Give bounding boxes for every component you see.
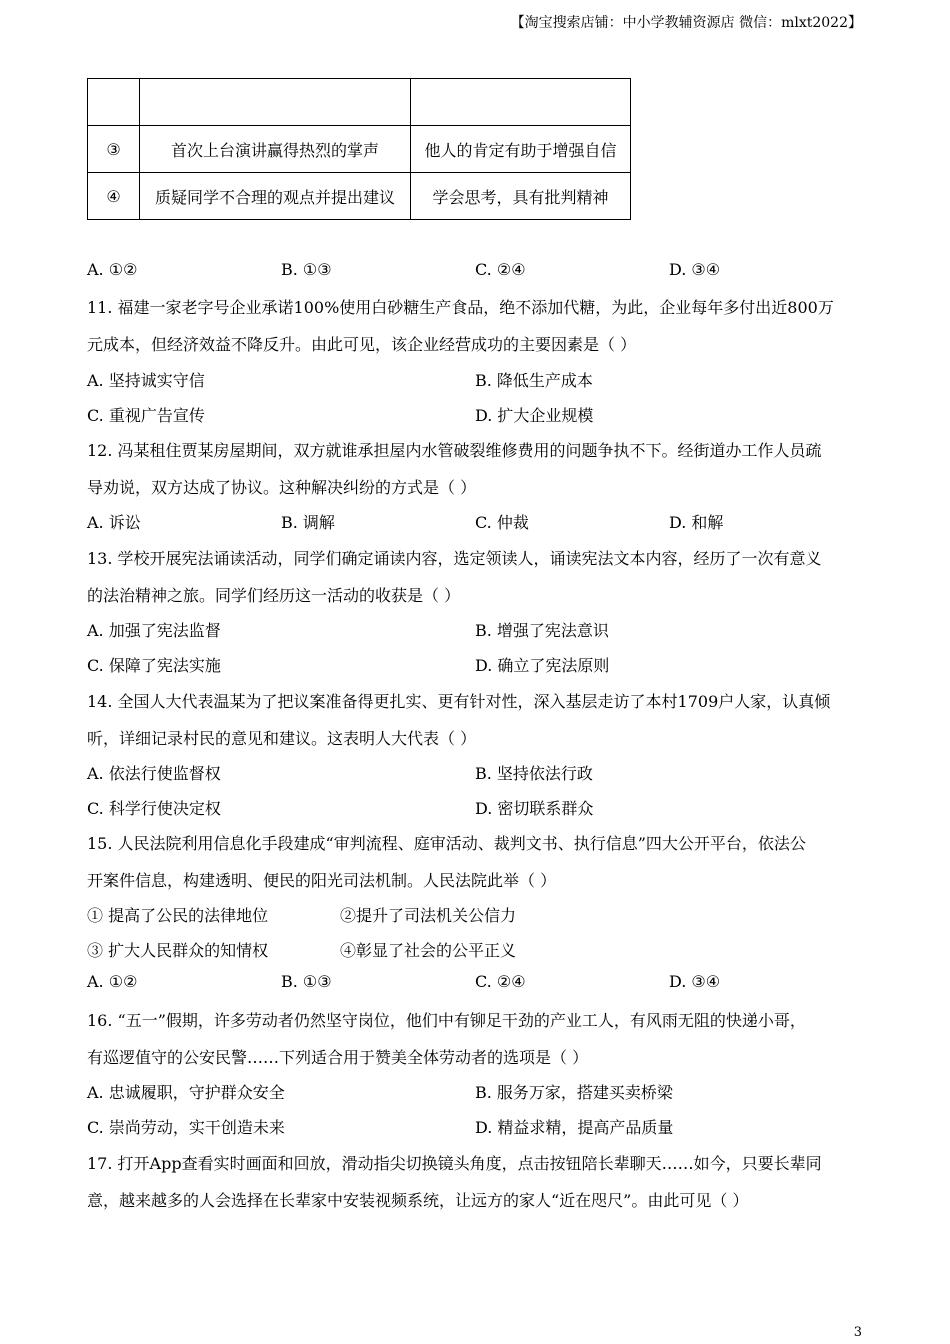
q12-option-c: C. 仲裁 <box>475 513 529 532</box>
q16-option-a: A. 忠诚履职，守护群众安全 <box>87 1083 285 1102</box>
table-cell: 质疑同学不合理的观点并提出建议 <box>140 173 411 220</box>
q17-stem-line2: 意，越来越多的人会选择在长辈家中安装视频系统，让远方的家人“近在咫尺”。由此可见（ ） <box>87 1191 749 1210</box>
q12-stem-line2: 导劝说，双方达成了协议。这种解决纠纷的方式是（ ） <box>87 478 477 497</box>
table-cell: ③ <box>88 126 140 173</box>
q13-stem-line2: 的法治精神之旅。同学们经历这一活动的收获是（ ） <box>87 586 461 605</box>
table-row <box>88 79 631 126</box>
table-cell <box>411 79 631 126</box>
q15-option-a: A. ①② <box>87 972 138 991</box>
table-cell: 学会思考，具有批判精神 <box>411 173 631 220</box>
table-row <box>88 173 631 220</box>
q12-option-b: B. 调解 <box>281 513 335 532</box>
q11-stem-line2: 元成本，但经济效益不降反升。由此可见，该企业经营成功的主要因素是（ ） <box>87 335 637 354</box>
q10-option-a: A. ①② <box>87 260 138 279</box>
q15-stem-line2: 开案件信息，构建透明、便民的阳光司法机制。人民法院此举（ ） <box>87 871 557 890</box>
q10-option-d: D. ③④ <box>669 260 721 279</box>
q13-option-a: A. 加强了宪法监督 <box>87 621 221 640</box>
q15-option-b: B. ①③ <box>281 972 332 991</box>
q16-stem-line2: 有巡逻值守的公安民警……下列适合用于赞美全体劳动者的选项是（ ） <box>87 1048 589 1067</box>
table-cell: ④ <box>88 173 140 220</box>
q13-option-c: C. 保障了宪法实施 <box>87 656 221 675</box>
q12-stem-line1: 12. 冯某租住贾某房屋期间，双方就谁承担屋内水管破裂维修费用的问题争执不下。经街道办工作人员疏 <box>87 441 822 460</box>
table-cell <box>88 79 140 126</box>
page-header: 【淘宝搜索店铺：中小学教辅资源店 微信：mlxt2022】 <box>510 15 862 31</box>
q17-stem-line1: 17. 打开App查看实时画面和回放，滑动指尖切换镜头角度，点击按钮陪长辈聊天……如今，只要长辈同 <box>87 1154 822 1173</box>
q11-option-b: B. 降低生产成本 <box>475 371 593 390</box>
q14-option-d: D. 密切联系群众 <box>475 799 594 818</box>
q16-option-b: B. 服务万家，搭建买卖桥梁 <box>475 1083 673 1102</box>
q16-stem-line1: 16. “五一”假期，许多劳动者仍然坚守岗位，他们中有铆足干劲的产业工人，有风雨无阻的快递小哥， <box>87 1011 806 1030</box>
q15-statement-1: ① 提高了公民的法律地位 <box>87 906 269 925</box>
table-row <box>88 126 631 173</box>
q15-stem-line1: 15. 人民法院利用信息化手段建成“审判流程、庭审活动、裁判文书、执行信息”四大公开平台，依法公 <box>87 834 806 853</box>
q14-option-b: B. 坚持依法行政 <box>475 764 593 783</box>
q11-option-a: A. 坚持诚实守信 <box>87 371 205 390</box>
comparison-table <box>87 78 631 220</box>
q10-option-c: C. ②④ <box>475 260 526 279</box>
q16-option-d: D. 精益求精，提高产品质量 <box>475 1118 674 1137</box>
table-cell: 首次上台演讲赢得热烈的掌声 <box>140 126 411 173</box>
q14-option-a: A. 依法行使监督权 <box>87 764 221 783</box>
q15-option-c: C. ②④ <box>475 972 526 991</box>
q12-option-a: A. 诉讼 <box>87 513 141 532</box>
q13-option-b: B. 增强了宪法意识 <box>475 621 609 640</box>
q14-option-c: C. 科学行使决定权 <box>87 799 221 818</box>
q13-option-d: D. 确立了宪法原则 <box>475 656 610 675</box>
page-number: 3 <box>853 1325 862 1340</box>
q16-option-c: C. 崇尚劳动，实干创造未来 <box>87 1118 285 1137</box>
q14-stem-line2: 听，详细记录村民的意见和建议。这表明人大代表（ ） <box>87 729 477 748</box>
q15-option-d: D. ③④ <box>669 972 721 991</box>
q14-stem-line1: 14. 全国人大代表温某为了把议案准备得更扎实、更有针对性，深入基层走访了本村1709户人家，认真倾 <box>87 692 831 711</box>
table-cell <box>140 79 411 126</box>
q11-option-c: C. 重视广告宣传 <box>87 406 205 425</box>
q12-option-d: D. 和解 <box>669 513 724 532</box>
q13-stem-line1: 13. 学校开展宪法诵读活动，同学们确定诵读内容，选定领读人，诵读宪法文本内容，经历了一次有意义 <box>87 549 822 568</box>
q15-statement-2: ②提升了司法机关公信力 <box>340 906 517 925</box>
q15-statement-3: ③ 扩大人民群众的知情权 <box>87 941 269 960</box>
q15-statement-4: ④彰显了社会的公平正义 <box>340 941 517 960</box>
q11-stem-line1: 11. 福建一家老字号企业承诺100%使用白砂糖生产食品，绝不添加代糖，为此，企业每年多付出近800万 <box>87 298 834 317</box>
q11-option-d: D. 扩大企业规模 <box>475 406 594 425</box>
table-cell: 他人的肯定有助于增强自信 <box>411 126 631 173</box>
q10-option-b: B. ①③ <box>281 260 332 279</box>
